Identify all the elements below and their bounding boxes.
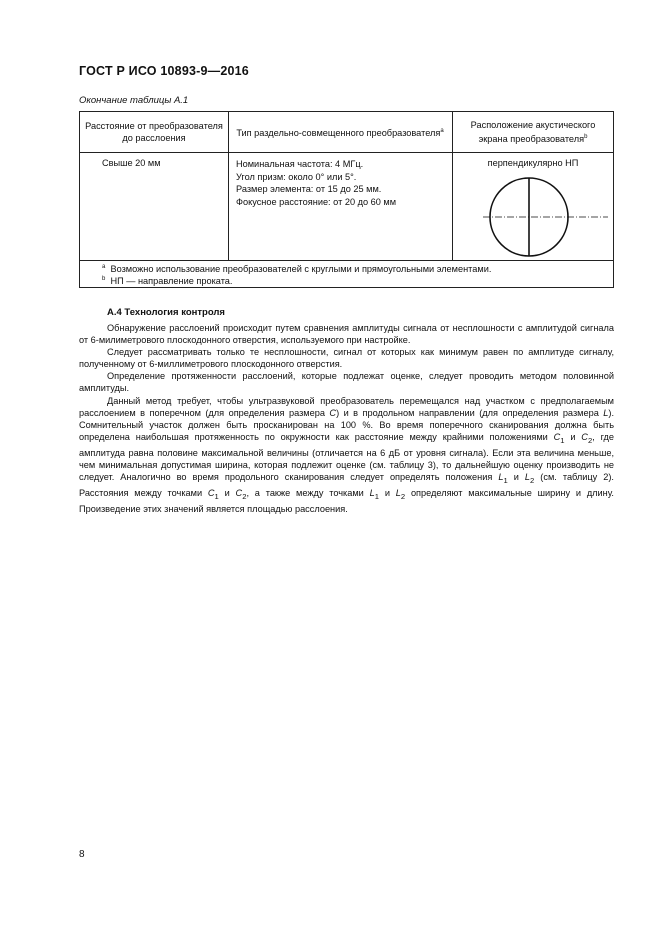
- paragraph: Определение протяженности расслоений, которые подлежат оценке, следует проводить методом половинной амплитуды.: [79, 371, 614, 394]
- screen-orientation-diagram: [480, 172, 610, 267]
- column-header-transducer-type: [228, 112, 452, 152]
- page-number: 8: [79, 849, 85, 860]
- cell-transducer-params: [236, 158, 396, 208]
- column-divider: [228, 112, 229, 260]
- footnote-b: $^b$ НП — направление проката.: [102, 276, 233, 287]
- column-header-distance: [80, 112, 228, 152]
- param-line: Угол призм: около 0° или 5°.: [236, 171, 357, 182]
- paragraph: Данный метод требует, чтобы ультразвуковой преобразователь перемещался над участком с предполагаемым расслоением в поперечном (для определения размера C) и в продольном направлении (для определения размера L). Сомнительный участок должен быть просканирован на 100 %. Во время поперечного сканирования должна быть определена наибольшая протяженность по окружности как расстояние между крайними положениями $C_1$ и $C_2$, где амплитуда равна половине максимальной величины (отличается на 6 дБ от уровня сигнала). Если эта величина меньше, чем минимальная допустимая ширина, которая подлежит оценке (см. таблицу 3), то дальнейшую оценку производить не следует. Аналогично во время продольного сканирования следует определять положения $L_1$ и $L_2$ (см. таблицу 2). Расстояния между точками $C_1$ и $C_2$, а также между точками $L_1$ и $L_2$ определяют максимальные ширину и длину. Произведение этих значений является площадью расслоения.: [79, 395, 615, 514]
- param-line: Фокусное расстояние: от 20 до 60 мм: [236, 196, 397, 207]
- footnote-mark-b: b: [584, 133, 588, 140]
- cell-screen-position: перпендикулярно НП: [487, 158, 579, 168]
- column-header-screen-position-label: Расположение акустического экрана преобразователя: [470, 119, 596, 145]
- section-body: [79, 322, 614, 515]
- column-header-screen-position: [452, 112, 614, 152]
- column-header-transducer-type-label: Тип раздельно-совмещенного преобразователя: [236, 128, 441, 139]
- param-line: Размер элемента: от 15 до 25 мм.: [236, 184, 382, 194]
- footnote-a: $^a$ Возможно использование преобразователей с круглыми и прямоугольными элементами.: [102, 264, 492, 275]
- paragraph: Следует рассматривать только те несплошности, сигнал от которых как минимум равен по амплитуде сигналу, полученному от 6-миллиметрового плоскодонного отверстия.: [79, 347, 614, 370]
- section-heading: А.4 Технология контроля: [107, 307, 225, 318]
- column-header-distance-label: Расстояние от преобразователя до расслоения: [85, 121, 223, 143]
- table-a1: [79, 111, 614, 288]
- column-divider: [452, 112, 453, 260]
- table-caption: Окончание таблицы А.1: [79, 95, 189, 106]
- footnote-mark-a: a: [440, 127, 444, 134]
- paragraph: Обнаружение расслоений происходит путем сравнения амплитуды сигнала от несплошности с амплитудой сигнала от 6-милиметрового плоскодонного отверстия, используемого при настройке.: [79, 323, 614, 346]
- header-divider: [80, 152, 613, 153]
- cell-distance: Свыше 20 мм: [102, 158, 161, 168]
- param-line: Номинальная частота: 4 МГц.: [236, 159, 364, 169]
- document-title: ГОСТ Р ИСО 10893-9—2016: [79, 64, 249, 78]
